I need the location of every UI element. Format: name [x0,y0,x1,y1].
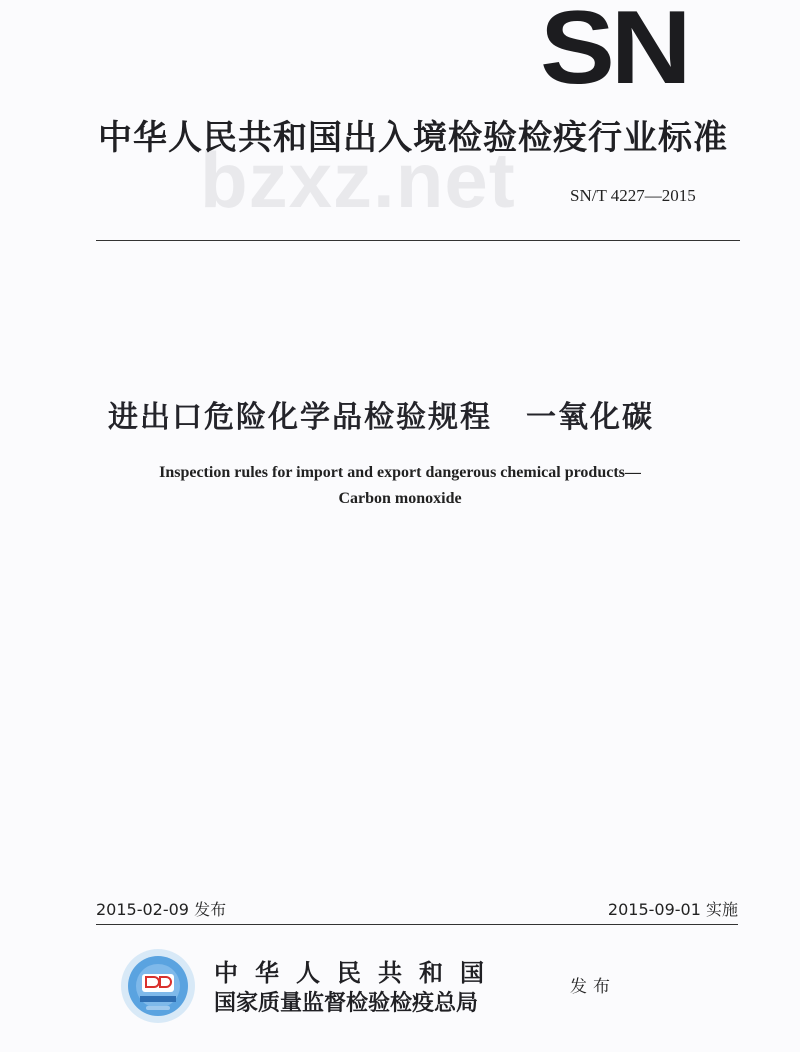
issuing-authority-title: 中华人民共和国出入境检验检疫行业标准 [98,118,728,158]
publish-label: 发布 [570,977,616,997]
issue-date: 2015-02-09 发布 [96,900,227,919]
watermark: bzxz.net [200,136,516,224]
sn-logo: SN [540,0,688,106]
standard-number: SN/T 4227—2015 [570,186,696,205]
english-title-line2: Carbon monoxide [338,490,462,507]
implementation-date: 2015-09-01 实施 [607,900,738,919]
chinese-title-sub: 一氧化碳 [526,400,654,435]
aqsiq-seal-icon [120,948,196,1024]
publisher-country: 中华人民共和国 [214,958,501,987]
english-title-line1: Inspection rules for import and export dangerous chemical products— [159,464,641,481]
bottom-divider [96,924,738,925]
chinese-title-main: 进出口危险化学品检验规程 [108,400,492,435]
publisher-block [214,958,501,1018]
chinese-title [108,392,748,436]
english-title [96,460,704,512]
top-divider [96,240,740,241]
publisher-agency: 国家质量监督检验检疫总局 [214,990,479,1016]
